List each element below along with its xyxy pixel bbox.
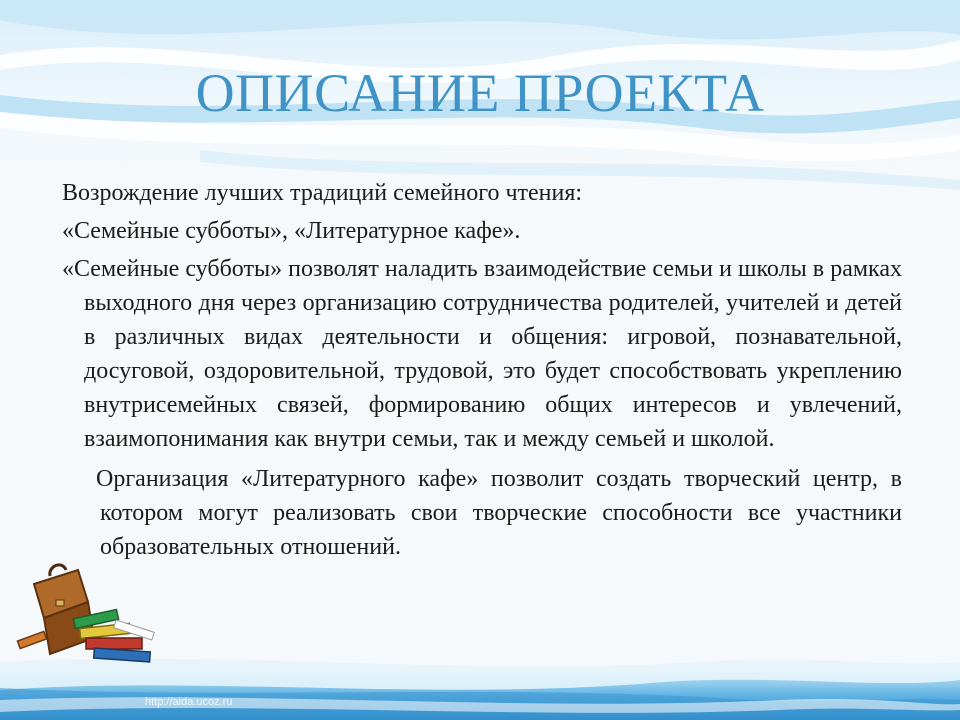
body-line-1: Возрождение лучших традиций семейного чтения: [62,180,583,206]
body-paragraph-2: Организация «Литературного кафе» позволит создать творческий центр, в котором могут реализовать свои творческие способности все участники образовательных отношений. [96,466,902,560]
slide-title: ОПИСАНИЕ ПРОЕКТА [195,63,765,123]
briefcase-and-books-icon [14,556,164,666]
footer-url: http://aida.ucoz.ru [145,696,233,708]
body-line-2: «Семейные субботы», «Литературное кафе». [62,218,521,244]
slide-body [62,176,902,564]
body-paragraph-1: «Семейные субботы» позволят наладить взаимодействие семьи и школы в рамках выходного дня через организацию сотрудничества родителей, учителей и детей в различных видах деятельности и общения: игровой, познавательной, досуговой, оздоровительной, трудовой, это будет способствовать укреплению внутрисемейных связей, формированию общих интересов и увлечений, взаимопонимания как внутри семьи, так и между семьей и школой. [62,256,902,452]
